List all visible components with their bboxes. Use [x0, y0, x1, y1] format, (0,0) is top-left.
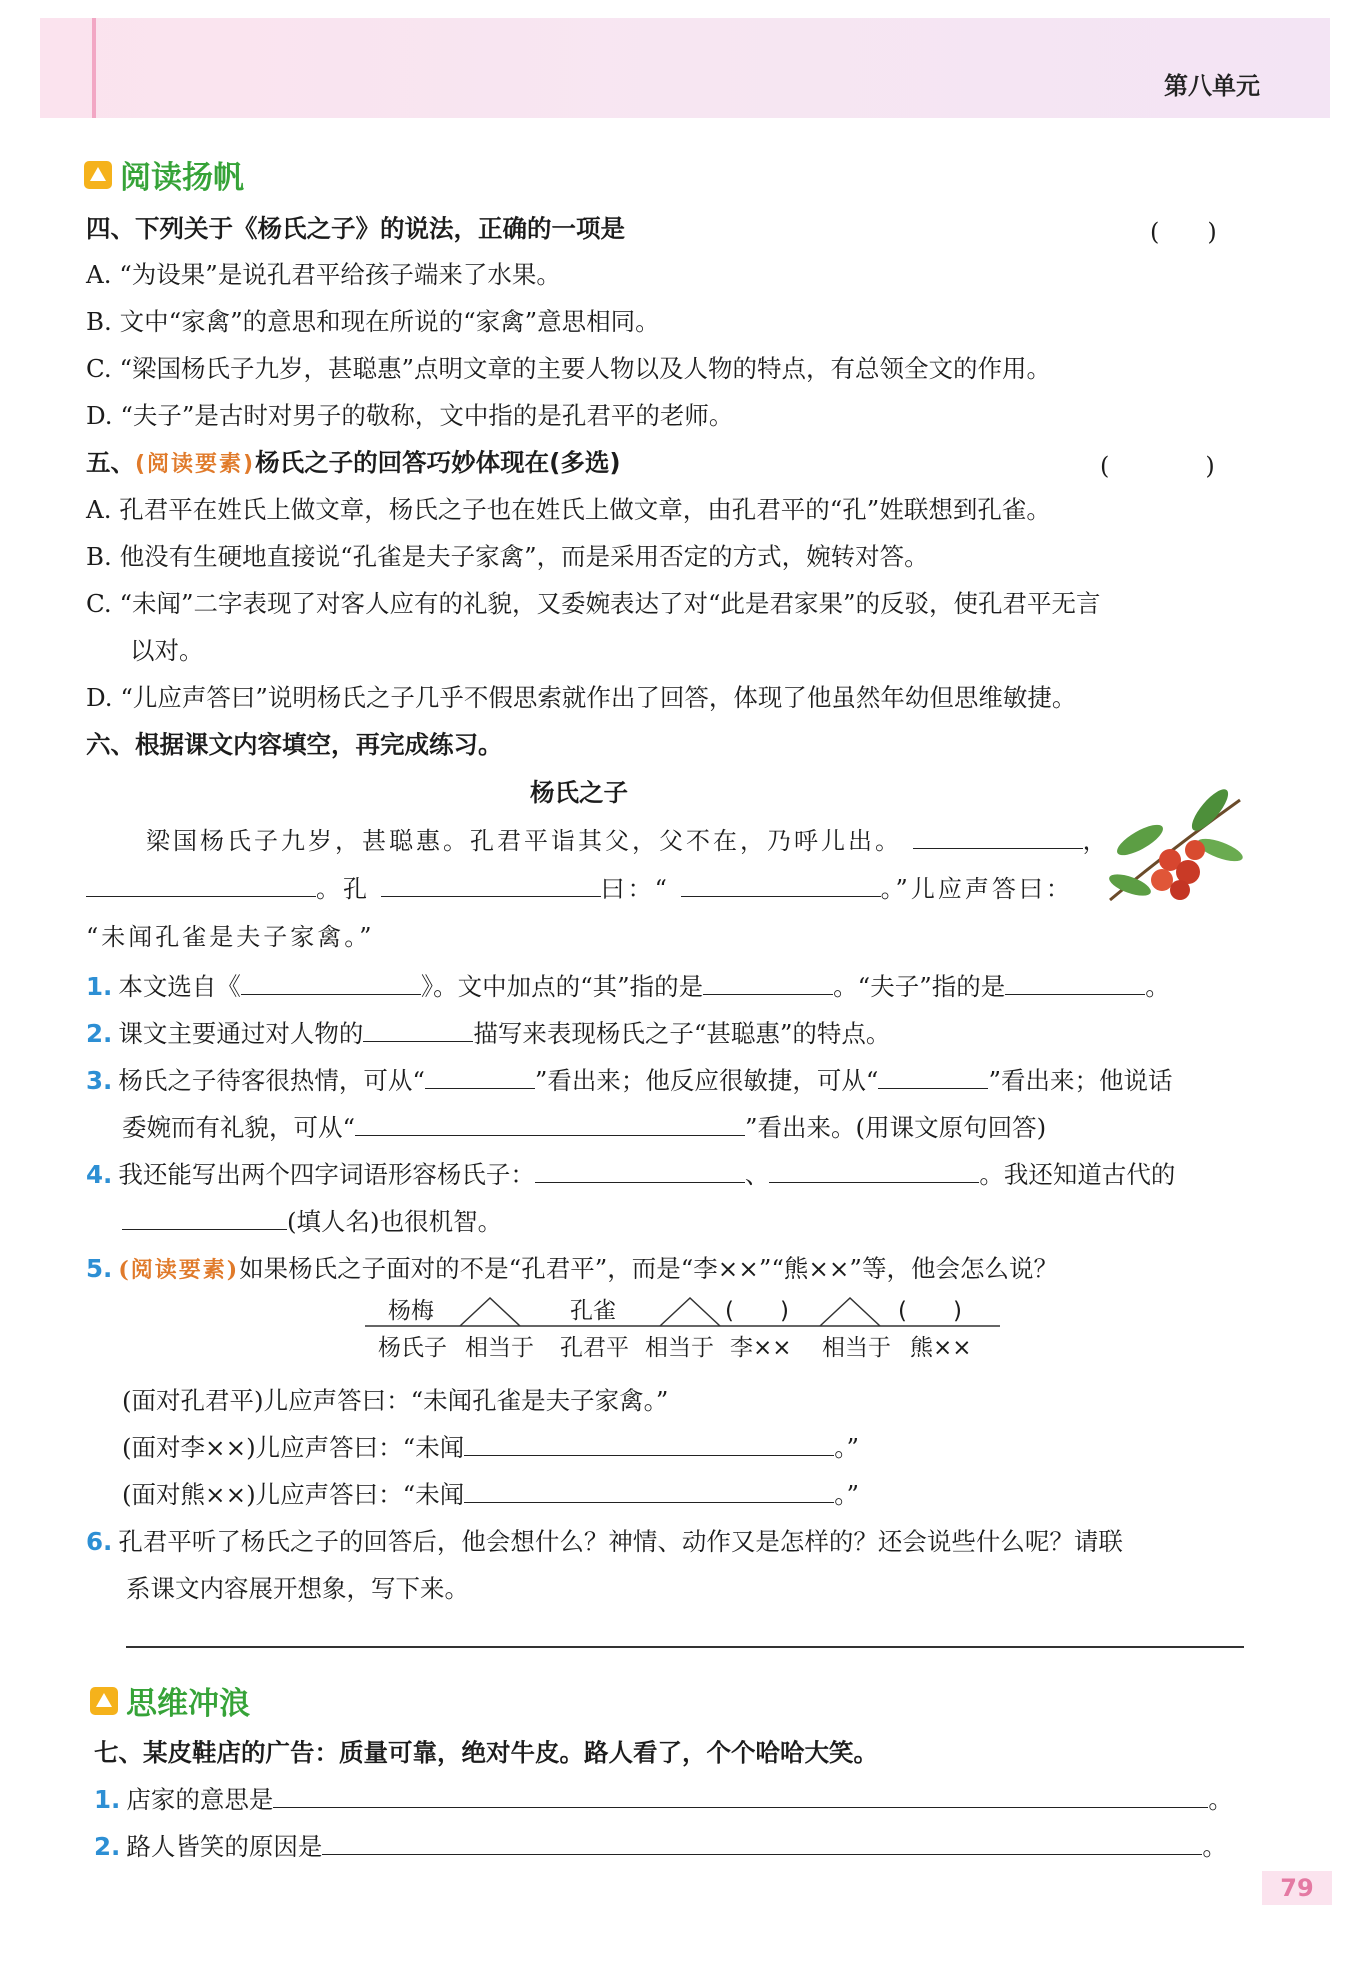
sub3-number: 3.: [86, 1066, 113, 1095]
q5-answer-paren[interactable]: ( ): [1100, 452, 1215, 480]
blank-answer-xiong[interactable]: [464, 1478, 834, 1503]
sub2-text-b: 描写来表现杨氏之子“甚聪惠”的特点。: [473, 1019, 891, 1048]
section-thinking-title: 思维冲浪: [126, 1686, 250, 1722]
passage-line-3: “未闻孔雀是夫子家禽。”: [86, 923, 375, 951]
answer-xiong: [122, 1478, 859, 1512]
blank-sub3-warm[interactable]: [425, 1064, 535, 1089]
q4-answer-paren[interactable]: ( ): [1150, 218, 1217, 246]
diagram-bottom-6: 相当于: [822, 1335, 891, 1361]
blank-passage-1[interactable]: [913, 824, 1083, 849]
q5-option-a: A. 孔君平在姓氏上做文章，杨氏之子也在姓氏上做文章，由孔君平的“孔”姓联想到孔雀。: [86, 495, 1051, 524]
q5-prefix: 五、: [86, 448, 135, 477]
q7-sub2-number: 2.: [94, 1832, 121, 1861]
sub1-text-d: 。: [1145, 972, 1170, 1001]
header-bar: [92, 18, 96, 118]
answer-li: [122, 1431, 859, 1465]
blank-answer-li[interactable]: [464, 1431, 834, 1456]
q6-sub4: [86, 1158, 1175, 1192]
passage-title: 杨氏之子: [530, 778, 628, 807]
blank-sub3-polite[interactable]: [355, 1111, 745, 1136]
q5-option-c-cont: 以对。: [130, 636, 204, 665]
diagram-top-3[interactable]: ( ): [725, 1298, 789, 1324]
diagram-top-4[interactable]: ( ): [898, 1298, 962, 1324]
answer-writing-line[interactable]: [126, 1646, 1244, 1648]
sub3-text-b: ”看出来；他反应很敏捷，可从“: [534, 1066, 879, 1095]
sub1-text-a: 本文选自《: [118, 972, 241, 1001]
passage-line-2: [86, 872, 1073, 906]
q7-stem: 七、某皮鞋店的广告：质量可靠，绝对牛皮。路人看了，个个哈哈大笑。: [94, 1738, 878, 1767]
passage-text-1: 梁国杨氏子九岁，甚聪惠。孔君平诣其父，父不在，乃呼儿出。: [146, 827, 902, 855]
passage-comma: ，: [1082, 827, 1110, 855]
unit-label: 第八单元: [1164, 72, 1260, 100]
sub6-text-a: 孔君平听了杨氏之子的回答后，他会想什么？神情、动作又是怎样的？还会说些什么呢？请联: [118, 1527, 1123, 1556]
q7-sub1-end: 。: [1208, 1785, 1233, 1814]
q7-sub1-text: 店家的意思是: [126, 1785, 274, 1814]
q7-sub2-end: 。: [1202, 1832, 1227, 1861]
q5-option-c: C. “未闻”二字表现了对客人应有的礼貌，又委婉表达了对“此是君家果”的反驳，使孔君平无言: [86, 589, 1101, 618]
q6-sub6-cont: 系课文内容展开想象，写下来。: [126, 1574, 469, 1603]
q4-option-a: A. “为设果”是说孔君平给孩子端来了水果。: [86, 260, 561, 289]
sub2-number: 2.: [86, 1019, 113, 1048]
bayberry-illustration: [1100, 780, 1250, 910]
sub4-text-c: 。我还知道古代的: [979, 1160, 1176, 1189]
sub4-text-b: 、: [744, 1160, 770, 1189]
passage-end: 。”儿应声答曰：: [880, 875, 1073, 903]
diagram-bottom-3: 孔君平: [560, 1335, 629, 1361]
q6-sub3-cont: [122, 1111, 1046, 1145]
q6-stem: 六、根据课文内容填空，再完成练习。: [86, 730, 503, 759]
blank-sub1-qi[interactable]: [703, 970, 833, 995]
blank-passage-4[interactable]: [681, 872, 881, 897]
diagram-top-2: 孔雀: [570, 1298, 616, 1324]
blank-sub2[interactable]: [363, 1017, 473, 1042]
diagram-bottom-4: 相当于: [645, 1335, 714, 1361]
q5-tag: (阅读要素): [135, 452, 256, 477]
passage-line-1: [146, 824, 1110, 858]
sub1-text-c: 。“夫子”指的是: [833, 972, 1006, 1001]
diagram-bottom-7: 熊××: [910, 1335, 972, 1361]
diagram-bottom-1: 杨氏子: [378, 1335, 447, 1361]
q6-sub5: [86, 1252, 1058, 1287]
sub2-text-a: 课文主要通过对人物的: [118, 1019, 364, 1048]
wave-icon: [90, 1687, 118, 1715]
q4-stem: 四、下列关于《杨氏之子》的说法，正确的一项是: [86, 214, 625, 243]
q6-sub6: [86, 1525, 1123, 1559]
answer-li-text: (面对李××)儿应声答曰：“未闻: [122, 1433, 465, 1462]
blank-sub1-source[interactable]: [241, 970, 421, 995]
q5-option-d: D. “儿应声答曰”说明杨氏之子几乎不假思索就作出了回答，体现了他虽然年幼但思维敏捷。: [86, 683, 1077, 712]
q4-option-c: C. “梁国杨氏子九岁，甚聪惠”点明文章的主要人物以及人物的特点，有总领全文的作用。: [86, 354, 1051, 383]
sub3-text-c: ”看出来；他说话: [988, 1066, 1173, 1095]
sub1-number: 1.: [86, 972, 113, 1001]
answer-li-end: 。”: [834, 1433, 859, 1462]
q5-stem: [86, 446, 621, 482]
q6-sub4-cont: [122, 1205, 502, 1239]
blank-sub4-word1[interactable]: [535, 1158, 745, 1183]
section-reading-title: 阅读扬帆: [120, 160, 244, 196]
answer-xiong-end: 。”: [834, 1480, 859, 1509]
q4-option-d: D. “夫子”是古时对男子的敬称，文中指的是孔君平的老师。: [86, 401, 734, 430]
sub5-text: 如果杨氏之子面对的不是“孔君平”，而是“李××”“熊××”等，他会怎么说？: [239, 1254, 1058, 1283]
header-band: [40, 18, 1330, 118]
sub4-text-a: 我还能写出两个四字词语形容杨氏子：: [118, 1160, 535, 1189]
passage-period: 。孔: [316, 875, 370, 903]
blank-sub3-quick[interactable]: [878, 1064, 988, 1089]
sub1-text-b: 》。文中加点的“其”指的是: [420, 972, 704, 1001]
answer-kong: (面对孔君平)儿应声答曰：“未闻孔雀是夫子家禽。”: [122, 1386, 669, 1415]
blank-sub1-fuzi[interactable]: [1005, 970, 1145, 995]
blank-q7-sub2[interactable]: [322, 1830, 1202, 1855]
sub4-number: 4.: [86, 1160, 113, 1189]
sub3-text-e: ”看出来。(用课文原句回答): [745, 1113, 1047, 1142]
q6-sub2: [86, 1017, 890, 1051]
sub3-text-a: 杨氏之子待客很热情，可从“: [118, 1066, 425, 1095]
answer-xiong-text: (面对熊××)儿应声答曰：“未闻: [122, 1480, 465, 1509]
diagram-bottom-5: 李××: [730, 1335, 792, 1361]
blank-passage-2[interactable]: [86, 872, 316, 897]
blank-passage-3[interactable]: [381, 872, 601, 897]
sub5-tag: (阅读要素): [118, 1257, 240, 1283]
q6-sub1: [86, 970, 1170, 1004]
sub4-text-d: (填人名)也很机智。: [287, 1207, 503, 1236]
diagram-bottom-2: 相当于: [465, 1335, 534, 1361]
sub5-number: 5.: [86, 1254, 113, 1283]
q4-option-b: B. 文中“家禽”的意思和现在所说的“家禽”意思相同。: [86, 307, 660, 336]
passage-yue: 曰：“: [600, 875, 670, 903]
sub6-number: 6.: [86, 1527, 113, 1556]
sail-icon: [84, 161, 112, 189]
q7-sub2-text: 路人皆笑的原因是: [126, 1832, 323, 1861]
q7-sub2: [94, 1830, 1227, 1864]
q7-sub1: [94, 1783, 1233, 1817]
q5-text: 杨氏之子的回答巧妙体现在(多选): [255, 448, 621, 477]
q5-option-b: B. 他没有生硬地直接说“孔雀是夫子家禽”，而是采用否定的方式，婉转对答。: [86, 542, 929, 571]
section-reading: [84, 152, 244, 197]
blank-sub4-name[interactable]: [122, 1205, 287, 1230]
page-number: 79: [1262, 1871, 1332, 1905]
q6-sub3: [86, 1064, 1172, 1098]
diagram-top-1: 杨梅: [388, 1298, 434, 1324]
blank-sub4-word2[interactable]: [769, 1158, 979, 1183]
blank-q7-sub1[interactable]: [273, 1783, 1208, 1808]
q7-sub1-number: 1.: [94, 1785, 121, 1814]
sub3-text-d: 委婉而有礼貌，可从“: [122, 1113, 356, 1142]
section-thinking: [90, 1678, 250, 1723]
